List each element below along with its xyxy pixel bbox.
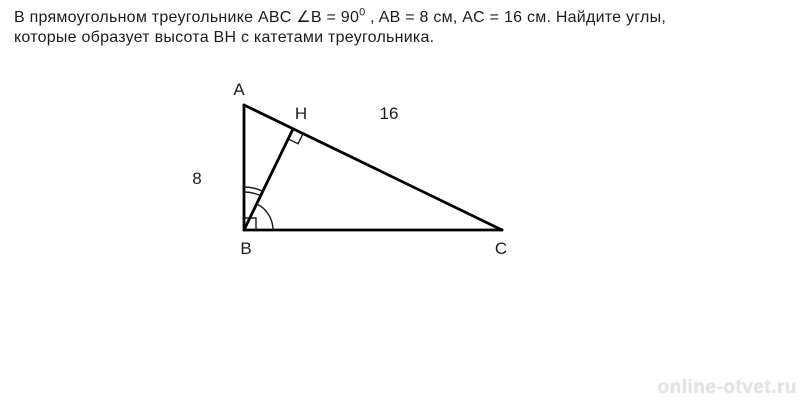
side-ac-length-label: 16: [379, 104, 399, 123]
problem-line1-post: , AB = 8 см, AC = 16 см. Найдите углы,: [365, 9, 667, 26]
angle-abh-arc-outer: [244, 187, 263, 191]
point-h-label: H: [294, 104, 308, 123]
angle-hbc-arc: [257, 204, 273, 230]
side-ac-line: [244, 105, 502, 230]
vertex-a-label: A: [233, 80, 245, 99]
side-ab-length-label: 8: [192, 169, 202, 188]
degree-superscript: 0: [359, 6, 366, 19]
vertex-c-label: C: [494, 239, 508, 258]
vertex-b-label: B: [240, 239, 252, 258]
problem-line2: которые образует высота BH с катетами треугольника.: [14, 28, 435, 46]
angle-abh-arc-inner: [244, 192, 261, 196]
site-watermark: online-otvet.ru: [657, 377, 797, 398]
problem-line1-pre: В прямоугольном треугольнике ABC ∠B = 90: [14, 9, 360, 26]
